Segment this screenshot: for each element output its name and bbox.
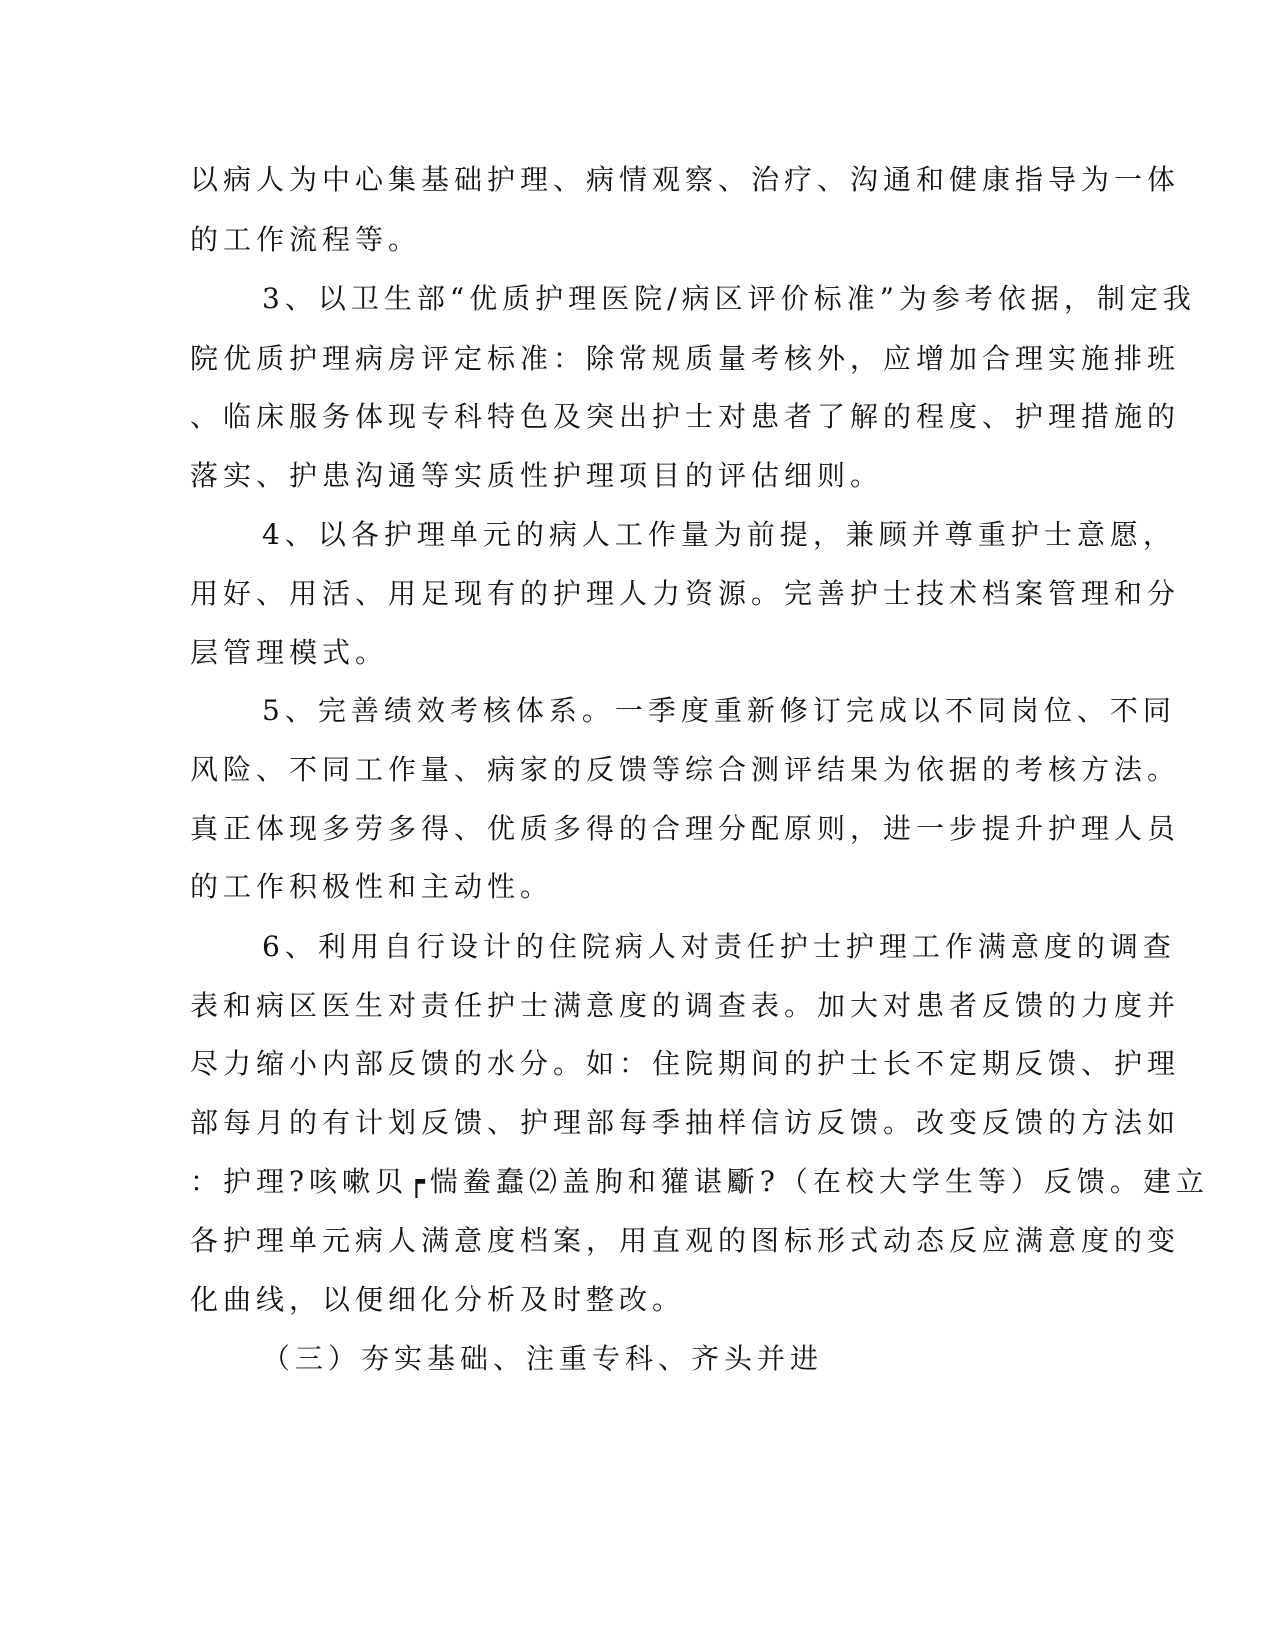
paragraph-line: ：护理?咳嗽贝┍惴鲞蠢⑵盖朐和獾谌斸?（在校大学生等）反馈。建立 [190, 1165, 1209, 1198]
paragraph-line: 的工作流程等。 [190, 223, 422, 256]
paragraph-line: 5、完善绩效考核体系。一季度重新修订完成以不同岗位、不同 [262, 694, 1176, 727]
paragraph-line: 院优质护理病房评定标准：除常规质量考核外，应增加合理实施排班 [190, 342, 1181, 375]
paragraph-line: 表和病区医生对责任护士满意度的调查表。加大对患者反馈的力度并 [190, 989, 1181, 1022]
section-heading: （三）夯实基础、注重专科、齐头并进 [262, 1342, 824, 1375]
paragraph-line: 的工作积极性和主动性。 [190, 870, 554, 903]
paragraph-line: 化曲线，以便细化分析及时整改。 [190, 1283, 686, 1316]
paragraph-line: 以病人为中心集基础护理、病情观察、治疗、沟通和健康指导为一体 [190, 163, 1181, 196]
paragraph-line: 4、以各护理单元的病人工作量为前提，兼顾并尊重护士意愿， [262, 518, 1176, 551]
paragraph-line: 、临床服务体现专科特色及突出护士对患者了解的程度、护理措施的 [190, 400, 1181, 433]
paragraph-line: 落实、护患沟通等实质性护理项目的评估细则。 [190, 459, 884, 492]
paragraph-line: 各护理单元病人满意度档案，用直观的图标形式动态反应满意度的变 [190, 1224, 1181, 1257]
paragraph-line: 真正体现多劳多得、优质多得的合理分配原则，进一步提升护理人员 [190, 812, 1181, 845]
paragraph-line: 3、以卫生部“优质护理医院/病区评价标准”为参考依据，制定我 [262, 282, 1196, 315]
paragraph-line: 层管理模式。 [190, 636, 389, 669]
paragraph-line: 尽力缩小内部反馈的水分。如：住院期间的护士长不定期反馈、护理 [190, 1047, 1181, 1080]
paragraph-line: 用好、用活、用足现有的护理人力资源。完善护士技术档案管理和分 [190, 577, 1181, 610]
paragraph-line: 部每月的有计划反馈、护理部每季抽样信访反馈。改变反馈的方法如 [190, 1106, 1181, 1139]
paragraph-line: 风险、不同工作量、病家的反馈等综合测评结果为依据的考核方法。 [190, 753, 1181, 786]
paragraph-line: 6、利用自行设计的住院病人对责任护士护理工作满意度的调查 [262, 930, 1176, 963]
